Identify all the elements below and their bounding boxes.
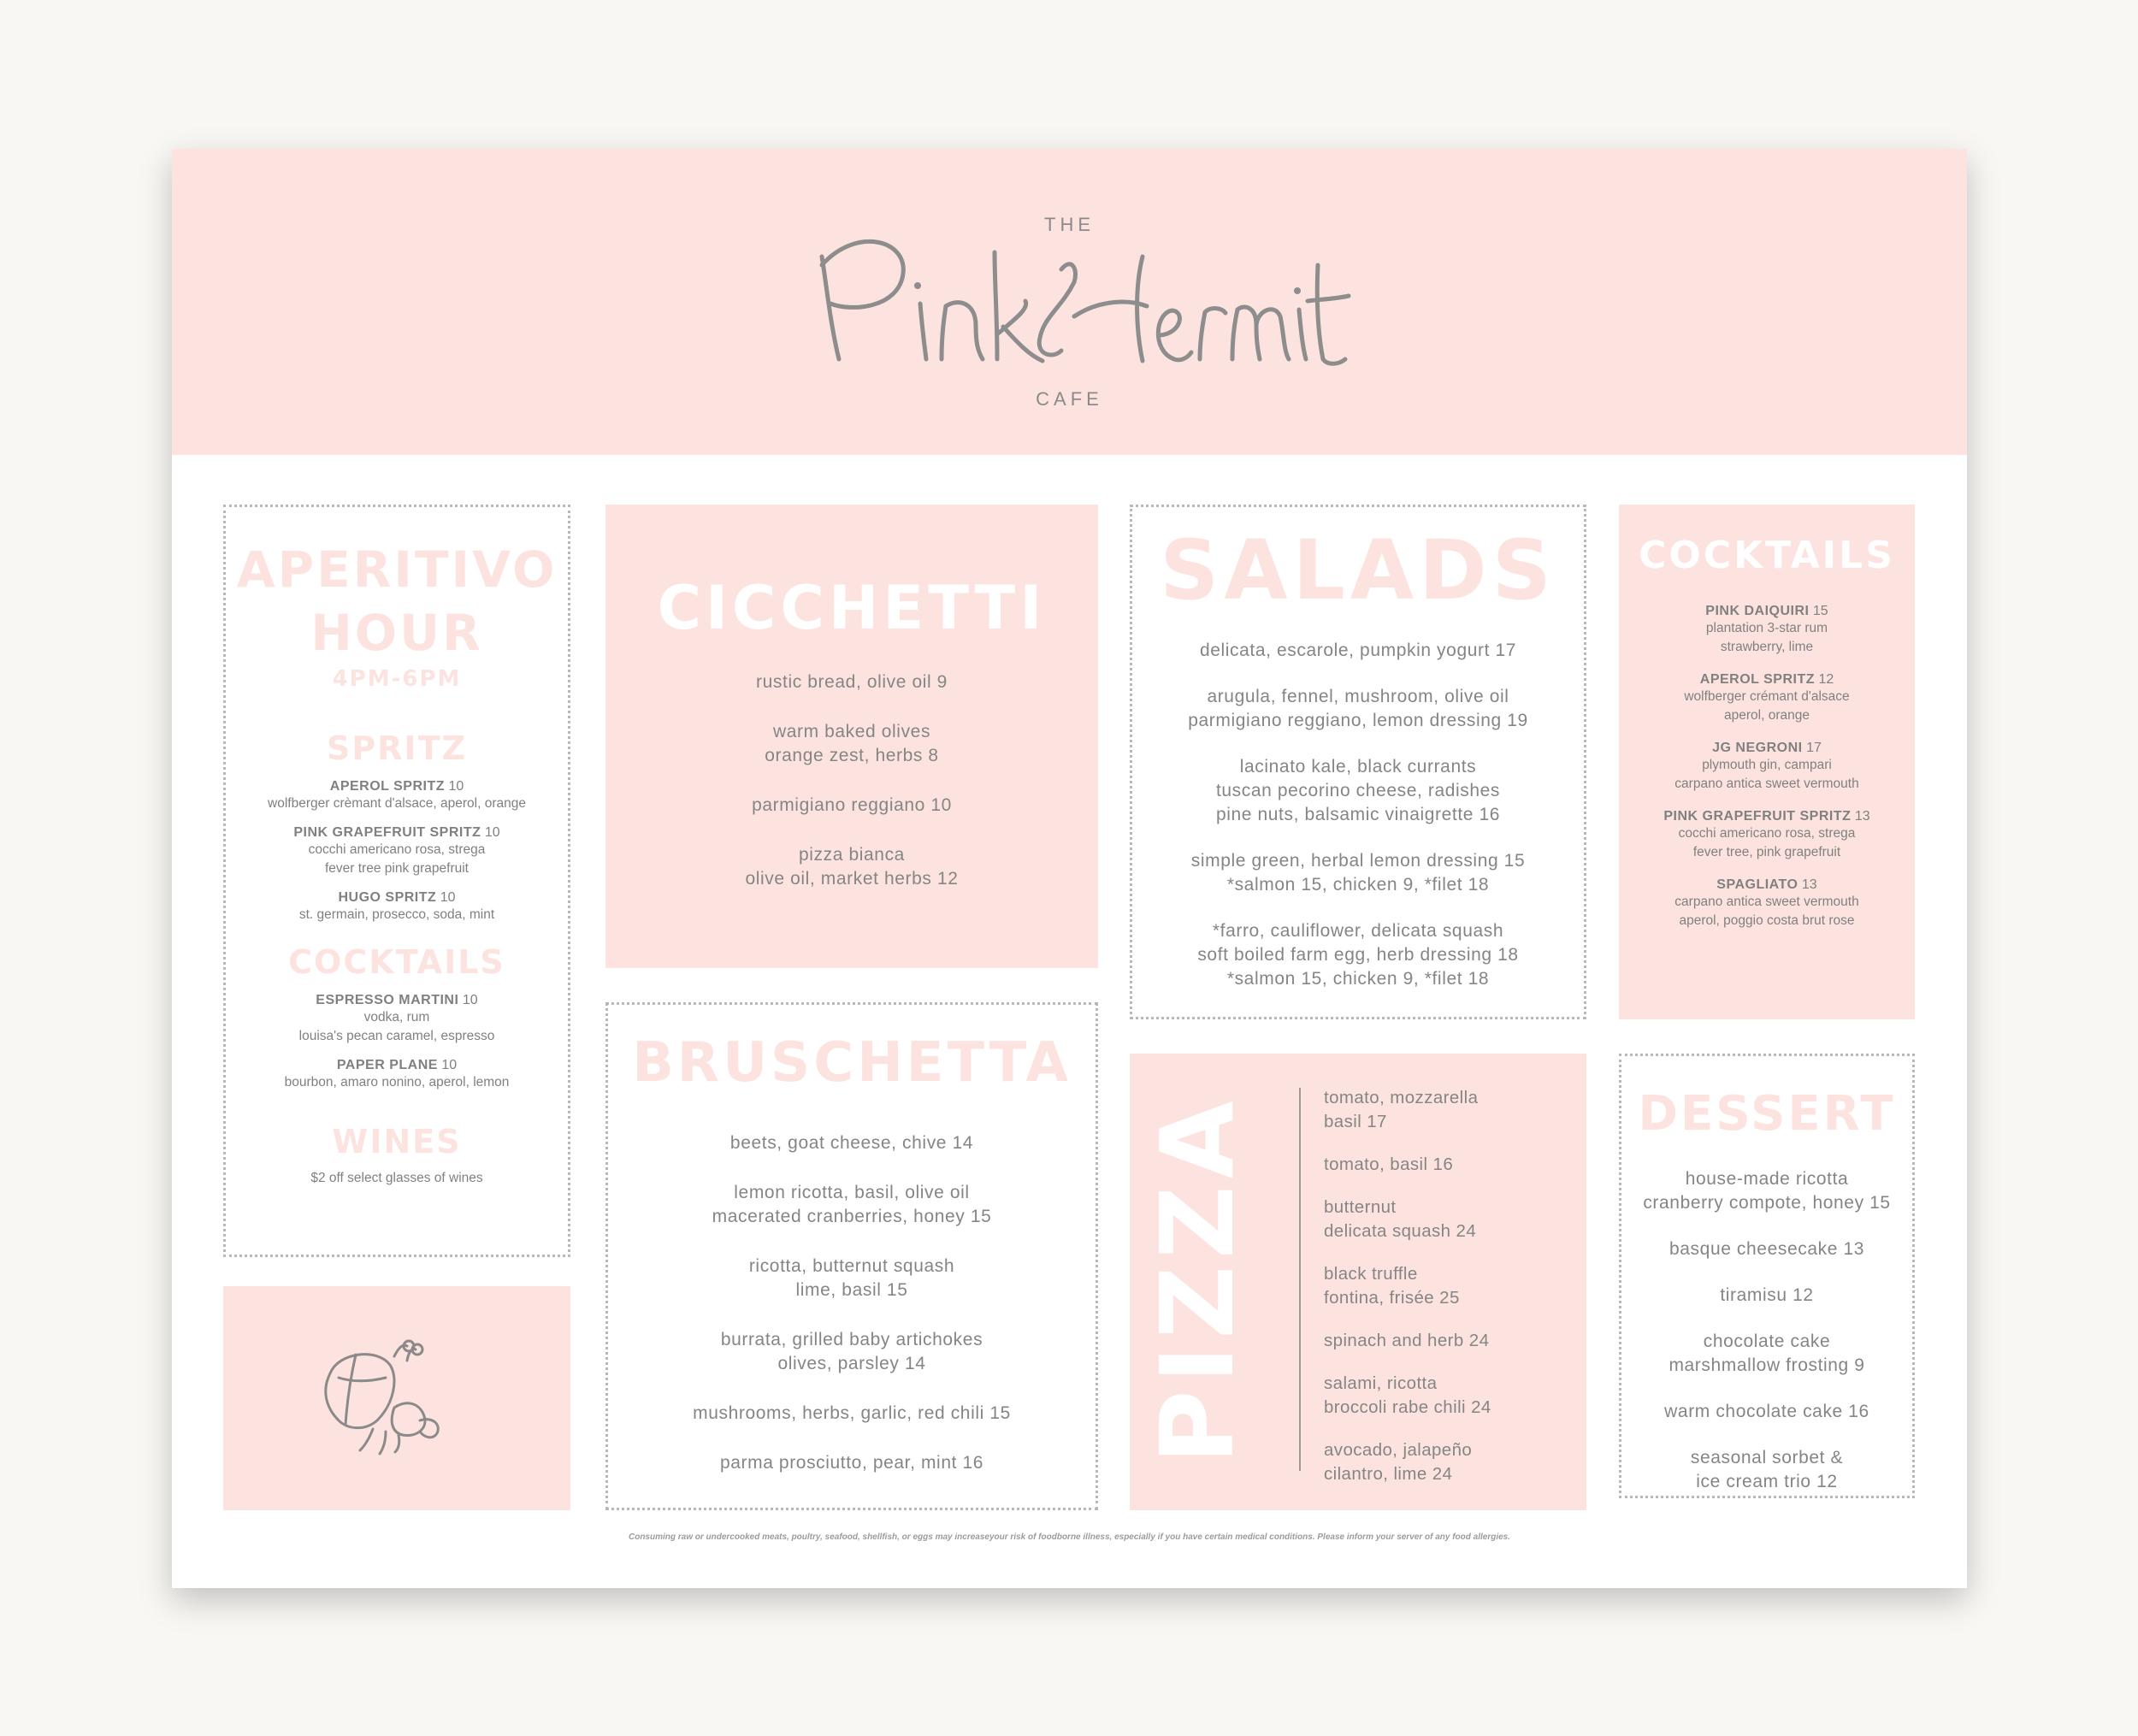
salads-panel	[1130, 505, 1586, 1019]
list-item: beets, goat cheese, chive 14	[729, 1133, 974, 1153]
list-item: PINK GRAPEFRUIT SPRITZ 13 cocchi americano rosa, strega fever tree, pink grapefruit	[1663, 809, 1870, 859]
list-item: salami, ricotta broccoli rabe chili 24	[1324, 1373, 1491, 1417]
list-item: *farro, cauliflower, delicata squash soft boiled farm egg, herb dressing 18 *salmon 15, chicken 9, *filet 18	[1197, 921, 1519, 989]
wines-text: $2 off select glasses of wines	[310, 1171, 483, 1185]
cicchetti-list	[605, 670, 1098, 891]
aperitivo-cocktails-list	[226, 993, 568, 1092]
list-item: ricotta, butternut squash lime, basil 15	[748, 1256, 955, 1300]
list-item: lacinato kale, black currants tuscan pecorino cheese, radishes pine nuts, balsamic vinaigrette 16	[1215, 757, 1501, 824]
bruschetta-panel	[605, 1002, 1098, 1510]
list-item: warm chocolate cake 16	[1664, 1402, 1869, 1421]
list-item: avocado, jalapeño cilantro, lime 24	[1324, 1440, 1473, 1484]
header-the: THE	[1044, 214, 1095, 235]
list-item: chocolate cake marshmallow frosting 9	[1668, 1332, 1865, 1375]
list-item: tiramisu 12	[1720, 1285, 1814, 1305]
list-item: PINK GRAPEFRUIT SPRITZ 10 cocchi americano rosa, strega fever tree pink grapefruit	[293, 825, 500, 876]
pizza-panel	[1130, 1054, 1586, 1510]
list-item: APEROL SPRITZ 10 wolfberger crèmant d'alsace, aperol, orange	[268, 779, 526, 811]
list-item: parmigiano reggiano 10	[752, 795, 952, 815]
list-item: house-made ricotta cranberry compote, honey 15	[1643, 1169, 1891, 1213]
hermit-crab-icon	[313, 1331, 484, 1467]
cicchetti-panel	[605, 505, 1098, 968]
pizza-divider	[1299, 1088, 1301, 1471]
list-item: PINK DAIQUIRI 15 plantation 3-star rum strawberry, lime	[1705, 604, 1828, 654]
cocktails-title: COCKTAILS	[1639, 534, 1895, 577]
menu-sheet	[172, 149, 1967, 1588]
bruschetta-title: BRUSCHETTA	[632, 1031, 1072, 1095]
list-item: rustic bread, olive oil 9	[756, 672, 948, 692]
svg-text:PIZZA: PIZZA	[1138, 1094, 1256, 1464]
pizza-title	[1130, 1054, 1258, 1509]
pizza-list	[1324, 1086, 1572, 1505]
salads-title: SALADS	[1160, 523, 1556, 618]
list-item: butternut delicata squash 24	[1324, 1197, 1477, 1241]
salads-list	[1132, 639, 1584, 991]
list-item: HUGO SPRITZ 10 st. germain, prosecco, soda, mint	[298, 890, 495, 922]
list-item: ESPRESSO MARTINI 10 vodka, rum louisa's pecan caramel, espresso	[298, 993, 495, 1043]
menu-header	[172, 149, 1967, 455]
list-item: PAPER PLANE 10 bourbon, amaro nonino, aperol, lemon	[284, 1058, 510, 1089]
list-item: burrata, grilled baby artichokes olives, parsley 14	[720, 1330, 983, 1373]
spritz-title: SPRITZ	[326, 729, 468, 767]
list-item: mushrooms, herbs, garlic, red chili 15	[693, 1403, 1011, 1423]
aperitivo-hours: 4PM-6PM	[332, 666, 462, 692]
pink-hermit-logo	[805, 231, 1352, 381]
list-item: pizza bianca olive oil, market herbs 12	[745, 845, 959, 889]
cicchetti-title: CICCHETTI	[657, 573, 1047, 643]
spritz-list	[226, 779, 568, 924]
list-item: seasonal sorbet & ice cream trio 12	[1690, 1448, 1844, 1491]
list-item: SPAGLIATO 13 carpano antica sweet vermouth aperol, poggio costa brut rose	[1674, 877, 1859, 928]
allergy-footnote: Consuming raw or undercooked meats, poultry, seafood, shellfish, or eggs may increaseyour risk of foodborne illness, especially if you have certain medical conditions. Please inform your server of any food allergies.	[628, 1532, 1511, 1542]
list-item: basque cheesecake 13	[1669, 1239, 1864, 1259]
header-cafe: CAFE	[1036, 388, 1103, 410]
list-item: tomato, mozzarella basil 17	[1324, 1088, 1479, 1131]
list-item: spinach and herb 24	[1324, 1331, 1490, 1350]
cocktails-list	[1619, 604, 1915, 930]
wines-title: WINES	[332, 1123, 462, 1160]
list-item: simple green, herbal lemon dressing 15 *salmon 15, chicken 9, *filet 18	[1190, 851, 1526, 895]
list-item: lemon ricotta, basil, olive oil macerated cranberries, honey 15	[712, 1183, 992, 1226]
list-item: arugula, fennel, mushroom, olive oil parmigiano reggiano, lemon dressing 19	[1188, 687, 1528, 730]
dessert-panel	[1619, 1054, 1915, 1498]
cocktails-panel	[1619, 505, 1915, 1019]
list-item: black truffle fontina, frisée 25	[1324, 1264, 1460, 1308]
dessert-title: DESSERT	[1638, 1086, 1896, 1142]
aperitivo-title: APERITIVO HOUR	[236, 540, 558, 662]
bruschetta-list	[608, 1131, 1096, 1475]
list-item: parma prosciutto, pear, mint 16	[719, 1453, 984, 1473]
list-item: delicata, escarole, pumpkin yogurt 17	[1199, 641, 1517, 660]
list-item: JG NEGRONI 17 plymouth gin, campari carpano antica sweet vermouth	[1674, 741, 1859, 791]
list-item: tomato, basil 16	[1324, 1154, 1454, 1174]
aperitivo-cocktails-title: COCKTAILS	[288, 943, 505, 981]
list-item: APEROL SPRITZ 12 wolfberger crémant d'alsace aperol, orange	[1684, 672, 1850, 723]
list-item: warm baked olives orange zest, herbs 8	[765, 722, 939, 765]
hermit-crab-panel	[223, 1286, 570, 1510]
aperitivo-hour-panel	[223, 505, 570, 1257]
dessert-list	[1621, 1167, 1912, 1494]
